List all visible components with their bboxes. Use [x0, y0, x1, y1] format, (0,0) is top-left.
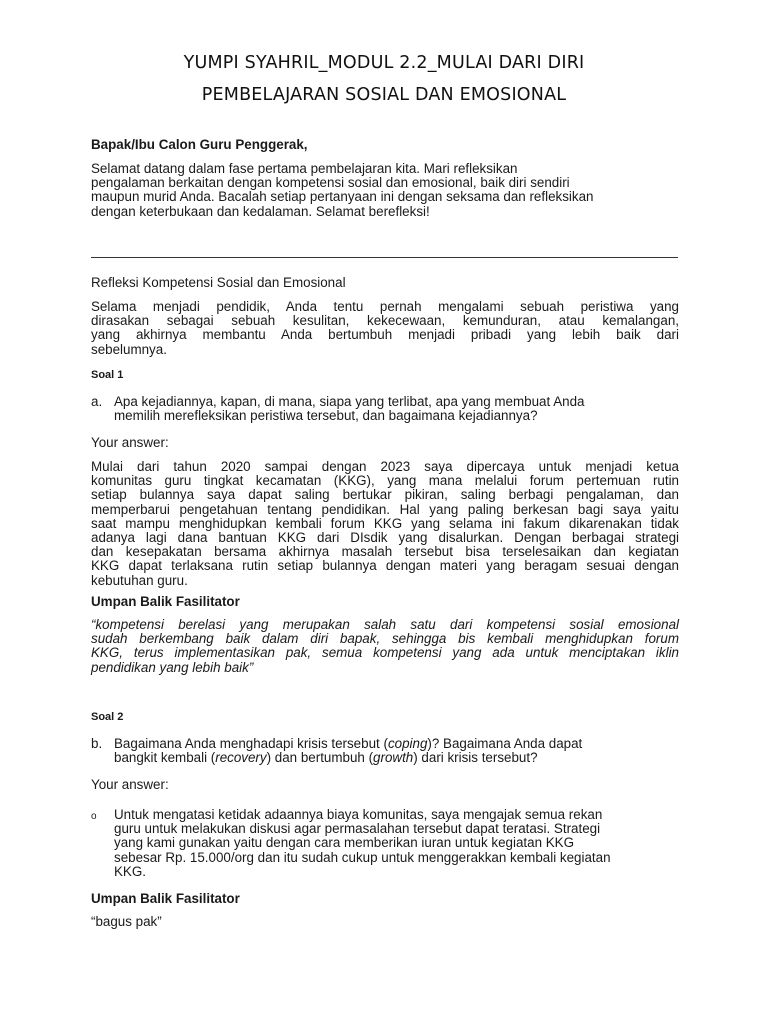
section-line: dirasakan sebagai sebuah kesulitan, kekecewaan, kemunduran, atau kemalangan,	[91, 313, 679, 329]
feedback-1-line: sudah berkembang baik dalam diri bapak, sehingga bis kembali menghidupkan forum	[91, 631, 679, 647]
section-paragraph	[91, 300, 679, 357]
bullet-marker: o	[91, 811, 97, 822]
soal-2-label: Soal 2	[91, 711, 124, 723]
soal-1-label: Soal 1	[91, 369, 124, 381]
feedback-1	[91, 618, 679, 675]
section-line: yang akhirnya membantu Anda bertumbuh menjadi pribadi yang lebih baik dari	[91, 327, 679, 343]
question-1-line: memilih merefleksikan peristiwa tersebut, dan bagaimana kejadiannya?	[114, 408, 538, 424]
question-2-line: bangkit kembali (recovery) dan bertumbuh (growth) dari krisis tersebut?	[114, 750, 538, 766]
your-answer-label-2: Your answer:	[91, 777, 169, 792]
question-2-marker: b.	[91, 736, 103, 751]
section-line: sebelumnya.	[91, 341, 167, 357]
answer-1-line: Mulai dari tahun 2020 sampai dengan 2023 saya dipercaya untuk menjadi ketua	[91, 459, 679, 474]
feedback-2-heading: Umpan Balik Fasilitator	[91, 891, 240, 906]
document-subtitle: PEMBELAJARAN SOSIAL DAN EMOSIONAL	[201, 85, 567, 105]
intro-line: Selamat datang dalam fase pertama pembelajaran kita. Mari refleksikan	[91, 161, 518, 176]
intro-line: maupun murid Anda. Bacalah setiap pertanyaan ini dengan seksama dan refleksikan	[91, 189, 594, 205]
intro-line: dengan keterbukaan dan kedalaman. Selamat berefleksi!	[91, 203, 430, 219]
your-answer-label-1: Your answer:	[91, 435, 169, 450]
answer-2-line: yang kami gunakan yaitu dengan cara memberikan iuran untuk kegiatan KKG	[114, 835, 575, 851]
intro-line: pengalaman berkaitan dengan kompetensi sosial dan emosional, baik diri sendiri	[91, 175, 570, 191]
feedback-1-line: pendidikan yang lebih baik”	[91, 659, 254, 675]
answer-1-line: setiap bulannya saya dapat saling bertukar pikiran, saling berbagi pengalaman, dan	[91, 487, 679, 503]
intro-paragraph	[91, 162, 679, 219]
document-title: YUMPI SYAHRIL_MODUL 2.2_MULAI DARI DIRI	[183, 53, 585, 73]
question-1-line: Apa kejadiannya, kapan, di mana, siapa yang terlibat, apa yang membuat Anda	[114, 394, 585, 409]
answer-1-line: adanya lagi dana bantuan KKG dari DIsdik yang disalurkan. Dengan berbagai strategi	[91, 530, 679, 546]
divider	[91, 257, 678, 258]
answer-2-line: sebesar Rp. 15.000/org dan itu sudah cukup untuk menggerakkan kembali kegiatan	[114, 849, 611, 865]
answer-1-line: KKG dapat terlaksana rutin setiap bulannya dengan materi yang beragam sesuai dengan	[91, 558, 679, 574]
feedback-1-line: KKG, terus implementasikan pak, semua kompetensi yang ada untuk menciptakan iklin	[91, 645, 679, 661]
section-line: Selama menjadi pendidik, Anda tentu pernah mengalami sebuah peristiwa yang	[91, 299, 679, 314]
feedback-1-line: “kompetensi berelasi yang merupakan salah satu dari kompetensi sosial emosional	[91, 617, 679, 632]
answer-2-line: Untuk mengatasi ketidak adaannya biaya komunitas, saya mengajak semua rekan	[114, 807, 603, 822]
recovery-term: recovery	[215, 750, 267, 766]
section-heading: Refleksi Kompetensi Sosial dan Emosional	[91, 275, 346, 290]
answer-1	[91, 460, 679, 588]
answer-2-line: KKG.	[114, 863, 146, 879]
question-2-line: Bagaimana Anda menghadapi krisis tersebut (coping)? Bagaimana Anda dapat	[114, 736, 583, 751]
coping-term: coping	[387, 736, 428, 751]
answer-1-line: kebutuhan guru.	[91, 572, 188, 588]
answer-1-line: komunitas guru tingkat kecamatan (KKG), yang mana melalui forum pertemuan rutin	[91, 473, 679, 489]
growth-term: growth	[373, 750, 414, 766]
answer-1-line: dan kesepakatan bersama akhirnya masalah tersebut bisa terselesaikan dan kegiatan	[91, 544, 679, 560]
answer-1-line: saat mampu menghidupkan kembali forum KKG yang selama ini fakum dikarenakan tidak	[91, 515, 679, 531]
question-1-marker: a.	[91, 394, 103, 409]
answer-1-line: memperbarui pengetahuan tentang pendidikan. Hal yang paling berkesan bagi saya yaitu	[91, 501, 679, 517]
greeting: Bapak/Ibu Calon Guru Penggerak,	[91, 137, 308, 152]
feedback-1-heading: Umpan Balik Fasilitator	[91, 594, 240, 609]
feedback-2: “bagus pak”	[91, 914, 162, 929]
answer-2-line: guru untuk melakukan diskusi agar permasalahan tersebut dapat teratasi. Strategi	[114, 821, 601, 837]
